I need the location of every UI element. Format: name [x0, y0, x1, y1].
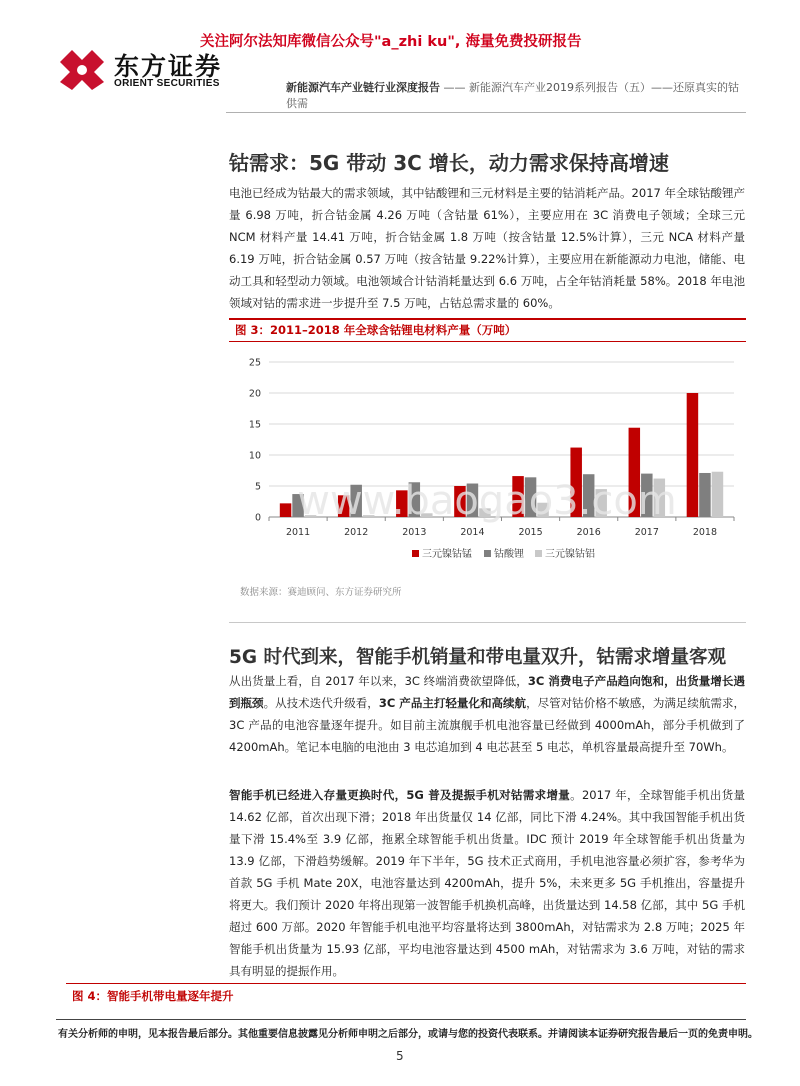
x-tick-label: 2012 [344, 527, 369, 538]
figure4-top-rule [66, 983, 746, 984]
y-tick-label: 5 [254, 481, 261, 493]
promo-banner: 关注阿尔法知库微信公众号"a_zhi ku", 海量免费投研报告 [200, 34, 582, 50]
figure3-source: 数据来源：赛迪顾问、东方证券研究所 [240, 587, 402, 598]
section-heading-cobalt-demand: 钴需求：5G 带动 3C 增长，动力需求保持高增速 [229, 151, 669, 175]
figure3-title: 图 3：2011–2018 年全球含钴锂电材料产量（万吨） [235, 323, 517, 337]
section2-top-rule [229, 622, 746, 623]
report-subtitle: —— 新能源汽车产业2019系列报告（五）——还原真实的钴供需 [286, 81, 739, 110]
bar-2018-1 [699, 473, 711, 517]
legend-swatch [412, 550, 419, 557]
watermark: www.baogao3.com [297, 478, 677, 524]
figure3-top-rule [229, 318, 746, 320]
section1-paragraph: 电池已经成为钴最大的需求领域，其中钴酸锂和三元材料是主要的钴消耗产品。2017 年全球钴酸锂产量 6.98 万吨，折合钴金属 4.26 万吨（含钴量 61%），主要应用在 3C 消费电子领域；全球三元 NCM 材料产量 14.41 万吨，折合钴金属 1.8 万吨（按含钴量 12.5%计算），三元 NCA 材料产量 6.19 万吨，折合钴金属 0.57 万吨（按含钴量 9.22%计算），主要应用在新能源动力电池，储能、电动工具和轻型动力领域。电池领域合计钴消耗量达到 6.6 万吨，占全年钴消耗量 58%。2018 年电池领域对钴的需求进一步提升至 7.5 万吨，占钴总需求量的 60%。 [229, 186, 745, 310]
figure4-title: 图 4：智能手机带电量逐年提升 [72, 989, 234, 1003]
x-tick-label: 2018 [692, 527, 718, 538]
footer-disclaimer: 有关分析师的申明，见本报告最后部分。其他重要信息披露见分析师申明之后部分，或请与您的投资代表联系。并请阅读本证券研究报告最后一页的免责申明。 [58, 1029, 758, 1040]
x-tick-label: 2011 [285, 527, 311, 538]
figure3-title-rule [229, 341, 746, 342]
footer-divider [56, 1019, 746, 1020]
legend-label: 三元镍钴铝 [545, 549, 595, 560]
section2-paragraph-2: 智能手机已经进入存量更换时代，5G 普及提振手机对钴需求增量。2017 年，全球智能手机出货量 14.62 亿部，首次出现下滑；2018 年出货量仅 14 亿部，同比下滑 4.24%。其中我国智能手机出货量下滑 15.4%至 3.9 亿部，拖累全球智能手机出货量。IDC 预计 2019 年全球智能手机出货量为 13.9 亿部，下滑趋势缓解。2019 年下半年，5G 技术正式商用，手机电池容量必须扩容，参考华为首款 5G 手机 Mate 20X，电池容量达到 4200mAh，提升 5%，未来更多 5G 手机推出，容量提升将更大。我们预计 2020 年将出现第一波智能手机换机高峰，出货量达到 14.58 亿部，其中 5G 手机超过 600 万部。2020 年智能手机电池平均容量将达到 3800mAh，对钴需求为 2.8 万吨；2025 年智能手机出货量为 15.93 亿部，平均电池容量达到 4500 mAh，对钴需求为 3.6 万吨，对钴的需求具有明显的提振作用。 [229, 788, 745, 978]
legend-label: 三元镍钴锰 [422, 549, 472, 560]
x-tick-label: 2013 [402, 527, 427, 538]
page-number: 5 [396, 1049, 404, 1063]
x-tick-label: 2014 [460, 527, 485, 538]
bar-2018-0 [687, 393, 699, 517]
chart-y-axis [249, 358, 261, 524]
chart-legend [412, 547, 595, 560]
cobalt-material-output-chart [229, 346, 746, 576]
orient-securities-logo-icon [58, 48, 106, 90]
y-tick-label: 15 [248, 419, 261, 431]
y-tick-label: 0 [254, 512, 261, 524]
legend-swatch [484, 550, 491, 557]
legend-label: 钴酸锂 [494, 549, 524, 560]
x-tick-label: 2017 [634, 527, 659, 538]
y-tick-label: 10 [248, 450, 261, 462]
brand-name-cn: 东方证券 [114, 52, 223, 81]
section2-paragraph-1: 从出货量上看，自 2017 年以来，3C 终端消费欲望降低，3C 消费电子产品趋向饱和，出货量增长遇到瓶颈。从技术迭代升级看，3C 产品主打轻量化和高续航，尽管对钴价格不敏感，为满足续航需求，3C 产品的电池容量逐年提升。如目前主流旗舰手机电池容量已经做到 4000mAh，部分手机做到了 4200mAh。笔记本电脑的电池由 3 电芯追加到 4 电芯甚至 5 电芯，单机容量最高提升至 70Wh。 [229, 674, 746, 754]
header-divider [226, 112, 746, 113]
y-tick-label: 25 [248, 357, 261, 369]
x-tick-label: 2016 [576, 527, 601, 538]
report-series-title: 新能源汽车产业链行业深度报告 [286, 81, 440, 94]
running-header [286, 80, 746, 112]
x-tick-label: 2015 [518, 527, 543, 538]
bar-2018-2 [712, 472, 724, 517]
brand-name-en: ORIENT SECURITIES [114, 78, 220, 89]
legend-swatch [535, 550, 542, 557]
section-heading-5g-smartphone: 5G 时代到来，智能手机销量和带电量双升，钴需求增量客观 [229, 647, 727, 668]
bar-2011-0 [280, 503, 292, 517]
y-tick-label: 20 [248, 388, 261, 400]
